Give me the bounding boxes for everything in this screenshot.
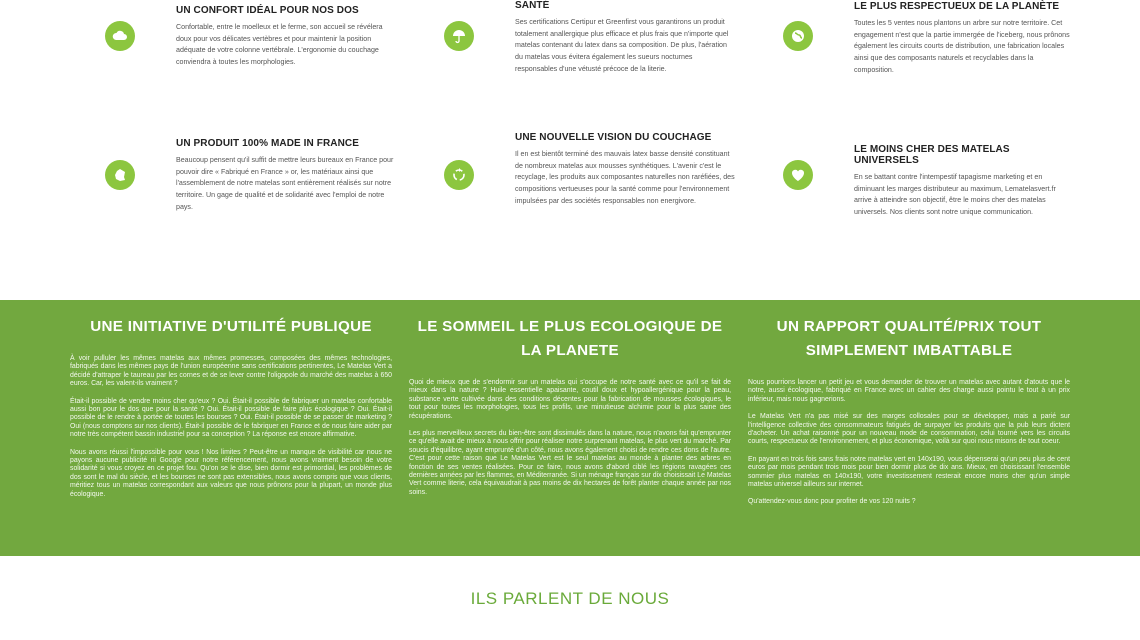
recycle-icon (444, 160, 474, 190)
column-ecological-sleep (409, 315, 731, 506)
column-paragraph: Qu'attendez-vous donc pour profiter de vos 120 nuits ? (748, 498, 916, 506)
column-paragraph: Nous pourrions lancer un petit jeu et vous demander de trouver un matelas avec autant d'atouts que le notre, aussi écologique, fabriqué en France avec un cahier des charge aussi pointu le tout à un prix inférieur, mais nous gagnerions. (748, 379, 1070, 403)
column-paragraph: Était-il possible de vendre moins cher qu'eux ? Oui. Était-il possible de fabriquer un matelas confortable aussi bon pour le dos que pour la santé ? Oui. Était-il possible de faire plus écologique ? Oui. Était-il possible de le rendre à portée de toutes les bourses ? Oui. Était-il possible de se passer de marketing ? Oui (nous comptons sur nos clients). Était-il possible de le fabriquer en France et de nous faire aider par notre très compétent bassin industriel pour sa conception ? La réponse est encore affirmative. (70, 397, 392, 439)
features-section (0, 0, 1140, 300)
feature-text: Beaucoup pensent qu'il suffit de mettre leurs bureaux en France pour pouvoir dire « Fabriqué en France » or, les matériaux ainsi que l'assemblement de notre matelas sont entièrement réalisés sur notre territoire. Un gage de qualité et de solidarité avec l'emploi de notre pays. (176, 156, 394, 211)
feature-text: En se battant contre l'intempestif tapagisme marketing et en diminuant les marges distributeur au maximum, Lematelasvert.fr arrive à atteindre son objectif, être le moins cher des matelas universels. Nos clients sont notre unique communication. (854, 173, 1056, 217)
column-paragraph: Nous avons réussi l'impossible pour vous ! Nos limites ? Peut-être un manque de visibilité car nous ne payons aucune publicité ni Google pour notre référencement, nous avons vraiment besoin de votre solidarité si vous croyez en ce projet fou. Qu'on se le dise, bien dormir est primordial, les problèmes de dos sont le mal du siècle, et les bourses ne sont pas extensibles, nous avons compris que vous clients, méritiez tous un matelas correspondant aux valeurs que nous prônons pour la plupart, un monde plus écologique. (70, 448, 392, 498)
feature-text: Confortable, entre le moelleux et le ferme, son accueil se révélera doux pour vos délicates vertèbres et pour maintenir la position adéquate de votre colonne vertébrale. L'ergonomie du couchage conviendra à toutes les morphologies. (176, 23, 383, 67)
mission-section (0, 300, 1140, 556)
column-value-for-money (748, 315, 1070, 516)
feature-title: LE PLUS RESPECTUEUX DE LA PLANÈTE (854, 1, 1060, 12)
feature-text: Il en est bientôt terminé des mauvais latex basse densité constituant de nombreux matelas aux mousses synthétiques. L'avenir c'est le recyclage, les produits aux composantes naturelles non raréfiées, des compositions vertueuses pour la santé comme pour l'environnement impulsées par des sociétés responsables non energivore. (515, 150, 735, 205)
column-title: UN RAPPORT QUALITÉ/PRIX TOUT SIMPLEMENT IMBATTABLE (776, 318, 1042, 359)
globe-icon (783, 21, 813, 51)
column-paragraph: Quoi de mieux que de s'endormir sur un matelas qui s'occupe de notre santé avec ce qu'il se fait de mieux dans la nature ? Huile essentielle apaisante, coutil doux et hypoallergénique pour la peau, substance verte cultivée dans des conditions décentes pour la fabrication de mousses écologiques, le tout pour toutes les morphologies, tous les profils, une minutieuse alchimie pour la plus saine des récupérations. (409, 379, 731, 420)
column-paragraph: En payant en trois fois sans frais notre matelas vert en 140x190, vous dépenserai qu'un peu plus de cent euros par mois pendant trois mois pour bien dormir plus de dix ans. Mieux, en choisissant l'ensemble sommier plus matelas en 140x190, votre investissement resterait encore moins cher qu'un simple matelas universel ailleurs sur internet. (748, 455, 1070, 489)
feature-text: Ses certifications Certipur et Greenfirst vous garantirons un produit totalement anallergique plus efficace et plus frais que n'importe quel matelas contenant du latex dans sa composition. De plus, l'aération du matelas vous évitera également les sueurs nocturnes responsables d'une vétusté précoce de la literie. (515, 18, 729, 73)
column-public-utility (70, 315, 392, 508)
column-title: LE SOMMEIL LE PLUS ECOLOGIQUE DE LA PLANETE (417, 318, 723, 359)
feature-title: UN CONFORT IDÉAL POUR NOS DOS (176, 5, 359, 16)
feature-title: UN PRODUIT 100% MADE IN FRANCE (176, 138, 360, 149)
umbrella-icon (444, 21, 474, 51)
feature-title: SANTÉ (515, 0, 550, 11)
testimonials-title: ILS PARLENT DE NOUS (470, 589, 670, 608)
feature-title: UNE NOUVELLE VISION DU COUCHAGE (515, 132, 712, 143)
cloud-icon (105, 21, 135, 51)
column-paragraph: Le Matelas Vert n'a pas misé sur des marges collosales pour se développer, mais a parié sur l'intelligence collective des consommateurs fatigués de surpayer les produits que la pub leurs dictent d'acheter. Un achat raisonné pour un nouveau mode de consommation, celui tourné vers les circuits courts, respectueux de l'environnement, et plus économique, voilà sur quoi nous misons de tout coeur. (748, 413, 1070, 446)
heart-icon (783, 160, 813, 190)
column-paragraph: À voir pulluler les mêmes matelas aux mêmes promesses, composées des mêmes technologies, fabriqués dans les mêmes pays de l'union européenne sans certifications pertinentes, Le Matelas Vert a décidé d'attraper le taureau par les cornes et de se lever contre l'oligopole du marché des matelas à 650 euros. Car, les valent-ils vraiment ? (70, 355, 392, 388)
france-map-icon (105, 160, 135, 190)
column-title: UNE INITIATIVE D'UTILITÉ PUBLIQUE (90, 318, 372, 335)
feature-title: LE MOINS CHER DES MATELAS UNIVERSELS (854, 144, 1010, 166)
testimonials-section (0, 556, 1140, 640)
column-paragraph: Les plus merveilleux secrets du bien-être sont dissimulés dans la nature, nous n'avons fait qu'emprunter ce qu'elle avait de mieux à nous offrir pour réaliser notre surprenant matelas, le plus vert du marché. Par soucis d'équilibre, ayant emprunté d'un côté, nous avons également choisi de rendre ces dons de l'autre. C'est pour cette raison que Le Matelas Vert est le seul matelas au monde à planter des arbres en fonction de ses ventes réalisées. Pour ce faire, nous avons d'abord ciblé les régions ravagées ces dernières années par les flammes, en Méditerranée. Si un ménage français sur dix choisissait Le Matelas Vert comme literie, cela équivaudrait à pas moins de dix hectares de forêt planter chaque année par nos soins. (409, 430, 731, 496)
feature-text: Toutes les 5 ventes nous plantons un arbre sur notre territoire. Cet engagement n'est que la partie immergée de l'iceberg, nous prônons également les circuits courts de distribution, une fabrication locales ainsi que des composants naturels et recyclables dans la composition. (854, 19, 1070, 74)
